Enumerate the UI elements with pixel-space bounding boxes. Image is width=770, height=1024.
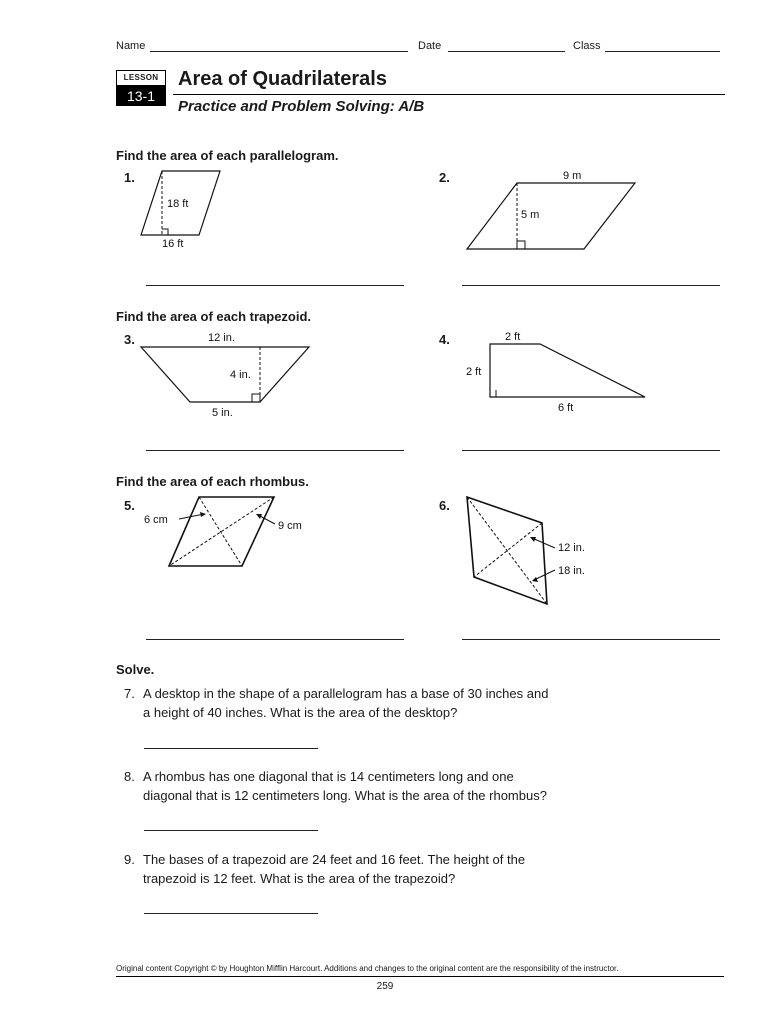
section-rhombus: Find the area of each rhombus. <box>116 474 309 489</box>
question-7-line-1: A desktop in the shape of a parallelogram has a base of 30 inches and <box>143 686 549 701</box>
p2-height-label: 5 m <box>521 209 540 221</box>
p5-d2-label: 9 cm <box>278 520 302 532</box>
p5-d1-label: 6 cm <box>144 514 168 526</box>
lesson-tag: LESSON <box>116 70 166 86</box>
question-9-line-1: The bases of a trapezoid are 24 feet and 16 feet. The height of the <box>143 852 526 867</box>
problem-4-number: 4. <box>439 332 450 347</box>
answer-line-1[interactable] <box>146 285 404 286</box>
question-8 <box>124 767 547 803</box>
trapezoid-3-figure <box>140 328 315 423</box>
rhombus-5-figure <box>142 490 317 575</box>
question-8-line-1: A rhombus has one diagonal that is 14 centimeters long and one <box>143 769 514 784</box>
rhombus-6-figure <box>462 490 602 610</box>
question-8-line-2: diagonal that is 12 centimeters long. What is the area of the rhombus? <box>143 788 547 803</box>
answer-line-4[interactable] <box>462 450 720 451</box>
parallelogram-1-figure <box>140 165 240 255</box>
lesson-badge <box>116 70 166 105</box>
question-8-number: 8. <box>124 769 135 784</box>
lesson-number: 13-1 <box>116 86 166 106</box>
question-7-line-2: a height of 40 inches. What is the area of the desktop? <box>143 705 458 720</box>
question-9 <box>124 850 526 886</box>
name-label: Name <box>116 40 146 52</box>
problem-5-number: 5. <box>124 498 135 513</box>
p4-bottom-label: 6 ft <box>558 402 574 414</box>
p3-top-label: 12 in. <box>208 332 235 344</box>
footer-rule <box>116 976 724 977</box>
section-trapezoid: Find the area of each trapezoid. <box>116 309 312 324</box>
problem-1-number: 1. <box>124 170 135 185</box>
p6-d2-label: 18 in. <box>558 565 585 577</box>
trapezoid-4-figure <box>462 328 652 420</box>
problem-6-number: 6. <box>439 498 450 513</box>
answer-line-6[interactable] <box>462 639 720 640</box>
p1-base-label: 16 ft <box>162 238 184 250</box>
answer-line-8[interactable] <box>144 830 318 831</box>
question-7-number: 7. <box>124 686 135 701</box>
title-rule <box>173 94 725 95</box>
p2-base-label: 9 m <box>563 170 582 182</box>
question-7 <box>124 684 549 720</box>
problem-3-number: 3. <box>124 332 135 347</box>
p4-height-label: 2 ft <box>466 366 482 378</box>
problem-2-number: 2. <box>439 170 450 185</box>
date-label: Date <box>418 40 442 52</box>
question-9-number: 9. <box>124 852 135 867</box>
copyright-notice: Original content Copyright © by Houghton Mifflin Harcourt. Additions and changes to the original content are the responsibility of the instructor. <box>116 964 619 973</box>
section-solve: Solve. <box>116 662 155 677</box>
answer-line-5[interactable] <box>146 639 404 640</box>
section-parallelogram: Find the area of each parallelogram. <box>116 148 339 163</box>
page-title: Area of Quadrilaterals <box>178 68 387 90</box>
question-9-line-2: trapezoid is 12 feet. What is the area of the trapezoid? <box>143 871 456 886</box>
page-number: 259 <box>376 981 394 992</box>
p6-d1-label: 12 in. <box>558 542 585 554</box>
class-field[interactable] <box>605 51 720 52</box>
name-field[interactable] <box>150 51 408 52</box>
page-subtitle: Practice and Problem Solving: A/B <box>178 98 425 115</box>
p4-top-label: 2 ft <box>505 331 521 343</box>
parallelogram-2-figure <box>466 165 641 255</box>
answer-line-9[interactable] <box>144 913 318 914</box>
answer-line-7[interactable] <box>144 748 318 749</box>
p3-bottom-label: 5 in. <box>212 407 233 419</box>
p3-height-label: 4 in. <box>230 369 251 381</box>
answer-line-2[interactable] <box>462 285 720 286</box>
date-field[interactable] <box>448 51 565 52</box>
answer-line-3[interactable] <box>146 450 404 451</box>
p1-height-label: 18 ft <box>167 198 189 210</box>
class-label: Class <box>573 40 601 52</box>
